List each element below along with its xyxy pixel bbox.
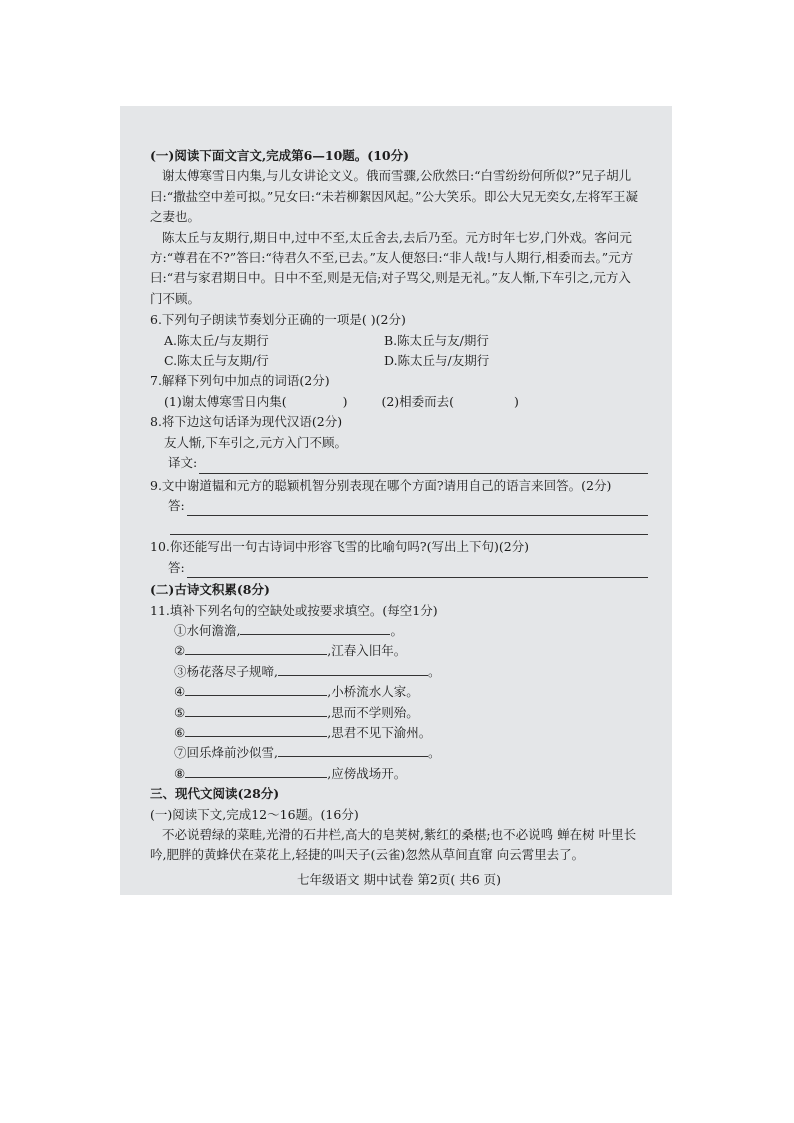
question-8-stem: 8.将下边这句话译为现代汉语(2分)	[150, 414, 343, 430]
passage-2-line: 门不顾。	[150, 290, 201, 306]
exam-page	[120, 106, 672, 895]
question-8-answer-label: 译文:	[168, 455, 198, 471]
question-10-stem: 10.你还能写出一句古诗词中形容飞雪的比喻句吗?(写出上下句)(2分)	[150, 539, 530, 555]
question-11-item-tail: ,思君不见下渝州。	[327, 724, 432, 740]
question-11-items	[150, 621, 648, 784]
passage-1-line: 之妻也。	[150, 209, 201, 225]
question-8-answer-row	[150, 453, 648, 473]
question-11-item-text: ③杨花落尽子规啼,	[174, 663, 278, 679]
question-11-item-tail: ,小桥流水人家。	[327, 684, 419, 700]
question-9-answer-row	[150, 496, 648, 516]
option-a[interactable]: A.陈太丘/与友期行	[164, 332, 269, 348]
question-11-blank[interactable]	[185, 642, 327, 655]
passage-2-line: 方:“尊君在不?”答曰:“待君久不至,已去。”友人便怒曰:“非人哉!与人期行,相委而去。”元方	[150, 250, 634, 266]
question-9-answer-line[interactable]	[187, 502, 648, 516]
question-11-item-text: ②	[174, 643, 186, 659]
passage-3	[150, 825, 648, 866]
question-11-item-text: ⑥	[174, 724, 186, 740]
question-10-answer-label: 答:	[168, 559, 185, 575]
question-11-item	[150, 764, 648, 784]
question-11-item-text: ④	[174, 684, 186, 700]
question-11-item-text: ⑤	[174, 704, 186, 720]
passage-3-line: 吟,肥胖的黄蜂伏在菜花上,轻捷的叫天子(云雀)忽然从草间直窜 向云霄里去了。	[150, 847, 585, 863]
question-10-answer-line[interactable]	[187, 564, 648, 578]
question-11-blank[interactable]	[278, 744, 428, 757]
question-7-b-close: )	[514, 393, 519, 409]
passage-1-line: 曰:“撒盐空中差可拟。”兄女曰:“未若柳絮因风起。”公大笑乐。即公大兄无奕女,左将军王凝	[150, 188, 638, 204]
passage-1-line: 谢太傅寒雪日内集,与儿女讲论文义。俄而雪骤,公欣然曰:“白雪纷纷何所似?”兄子胡儿	[162, 168, 632, 184]
question-11-blank[interactable]	[278, 663, 428, 676]
question-6-options-row	[150, 331, 648, 351]
option-b[interactable]: B.陈太丘与友/期行	[384, 332, 489, 348]
question-9-stem: 9.文中谢道韫和元方的聪颖机智分别表现在哪个方面?请用自己的语言来回答。(2分)	[150, 477, 612, 493]
question-11-item	[150, 662, 648, 682]
option-c[interactable]: C.陈太丘与友期/行	[164, 353, 269, 369]
question-6-stem: 6.下列句子朗读节奏划分正确的一项是( )(2分)	[150, 312, 406, 328]
question-6-options-row	[150, 351, 648, 371]
question-11-stem: 11.填补下列名句的空缺处或按要求填空。(每空1分)	[150, 602, 438, 618]
question-7-a: (1)谢太傅寒雪日内集(	[164, 393, 287, 409]
question-11-item-tail: ,应傍战场开。	[327, 765, 407, 781]
passage-3-line: 不必说碧绿的菜畦,光滑的石井栏,高大的皂荚树,紫红的桑椹;也不必说鸣 蝉在树 叶里长	[162, 827, 637, 842]
part2-heading: (二)古诗文积累(8分)	[150, 582, 270, 598]
question-11-blank[interactable]	[185, 704, 327, 717]
question-7-stem: 7.解释下列句中加点的词语(2分)	[150, 373, 330, 389]
passage-2	[150, 228, 648, 310]
question-11-item-tail: 。	[427, 745, 441, 761]
question-11-item-tail: ,思而不学则殆。	[327, 704, 419, 720]
passage-1	[150, 166, 648, 227]
question-8-sentence: 友人惭,下车引之,元方入门不顾。	[164, 434, 347, 450]
question-11-item	[150, 682, 648, 702]
page-footer: 七年级语文 期中试卷 第2页( 共6 页)	[296, 871, 502, 887]
part3-heading: 三、现代文阅读(28分)	[150, 786, 280, 802]
question-11-item	[150, 621, 648, 641]
question-9-answer-line-2[interactable]	[170, 516, 648, 535]
question-11-item-text: ⑧	[174, 765, 186, 781]
question-11-item-tail: 。	[427, 663, 441, 679]
question-7-a-close: )	[342, 393, 348, 409]
question-11-blank[interactable]	[185, 765, 327, 778]
question-11-item-text: ⑦回乐烽前沙似雪,	[174, 745, 278, 761]
passage-2-line: 陈太丘与友期行,期日中,过中不至,太丘舍去,去后乃至。元方时年七岁,门外戏。客问元	[162, 229, 632, 245]
passage-2-line: 曰:“君与家君期日中。日中不至,则是无信;对子骂父,则是无礼。”友人惭,下车引之,元方入	[150, 270, 631, 286]
question-10-answer-row	[150, 558, 648, 578]
option-d[interactable]: D.陈太丘与/友期行	[384, 353, 490, 369]
question-11-item-tail: 。	[390, 622, 403, 638]
part1-heading: (一)阅读下面文言文,完成第6—10题。(10分)	[150, 148, 409, 163]
part3-subheading: (一)阅读下文,完成12～16题。(16分)	[150, 806, 359, 822]
question-11-blank[interactable]	[185, 683, 327, 696]
question-11-item	[150, 743, 648, 763]
question-11-item	[150, 641, 648, 661]
question-7-items	[150, 392, 648, 412]
question-11-blank[interactable]	[185, 724, 327, 737]
question-11-item-text: ①水何澹澹,	[174, 622, 241, 638]
question-11-blank[interactable]	[240, 622, 390, 635]
question-11-item	[150, 703, 648, 723]
question-7-b: (2)相委而去(	[381, 393, 455, 409]
question-9-answer-label: 答:	[168, 497, 185, 513]
question-11-item-tail: ,江春入旧年。	[327, 643, 407, 659]
question-11-item	[150, 723, 648, 743]
question-8-answer-line[interactable]	[199, 460, 648, 474]
